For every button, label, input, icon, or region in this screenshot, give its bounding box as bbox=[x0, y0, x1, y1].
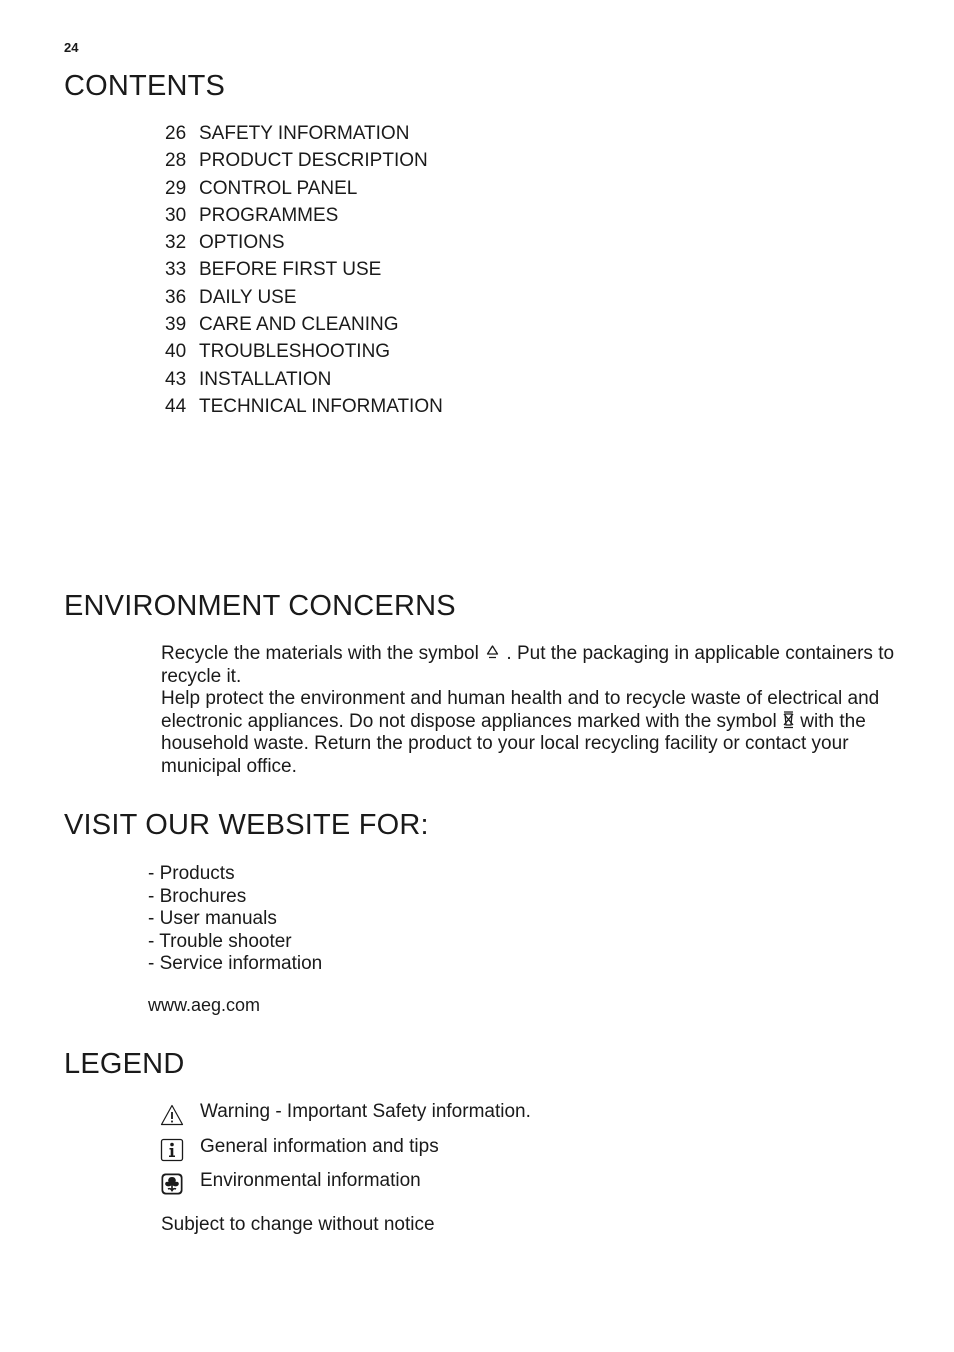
toc-page: 26 bbox=[165, 123, 187, 144]
environment-icon bbox=[160, 1172, 184, 1196]
toc-item[interactable] bbox=[165, 231, 443, 258]
toc-page: 28 bbox=[165, 150, 187, 172]
toc-item[interactable] bbox=[165, 122, 443, 149]
list-item: - User manuals bbox=[148, 908, 277, 930]
info-icon bbox=[160, 1138, 184, 1162]
toc-item[interactable] bbox=[165, 368, 443, 395]
toc-title: INSTALLATION bbox=[199, 368, 332, 390]
toc-page: 33 bbox=[165, 259, 187, 281]
list-item: - Products bbox=[148, 863, 235, 884]
toc-title: DAILY USE bbox=[199, 286, 297, 308]
page-number: 24 bbox=[64, 40, 79, 55]
toc-page: 39 bbox=[165, 314, 187, 336]
toc-title: OPTIONS bbox=[199, 232, 285, 254]
change-notice: Subject to change without notice bbox=[161, 1214, 435, 1235]
toc-item[interactable] bbox=[165, 149, 443, 176]
list-item: - Service information bbox=[148, 953, 323, 975]
toc-page: 44 bbox=[165, 395, 187, 417]
list-item: - Trouble shooter bbox=[148, 930, 292, 952]
toc-item[interactable] bbox=[165, 204, 443, 231]
legend-heading: LEGEND bbox=[64, 1048, 185, 1080]
list-item: - Brochures bbox=[148, 885, 247, 907]
legend-item-info bbox=[160, 1136, 860, 1162]
environment-paragraph-1 bbox=[161, 643, 909, 688]
environment-text: . Put the packaging in applicable containers to recycle it. bbox=[161, 643, 895, 687]
environment-heading: ENVIRONMENT CONCERNS bbox=[64, 590, 456, 622]
website-url[interactable]: www.aeg.com bbox=[148, 995, 261, 1015]
toc-title: CARE AND CLEANING bbox=[199, 314, 399, 336]
toc-page: 43 bbox=[165, 368, 187, 390]
toc-title: BEFORE FIRST USE bbox=[199, 259, 382, 281]
toc-item[interactable] bbox=[165, 286, 443, 313]
recycle-icon bbox=[484, 644, 501, 661]
toc-title: TECHNICAL INFORMATION bbox=[199, 395, 443, 417]
toc-title: SAFETY INFORMATION bbox=[199, 123, 410, 144]
toc-page: 30 bbox=[165, 204, 187, 226]
legend-text: Warning - Important Safety information. bbox=[200, 1101, 531, 1122]
environment-text: Help protect the environment and human health and to recycle waste of electrical and electronic appliances. Do not dispose appliances marked with the symbol bbox=[161, 688, 880, 732]
toc-title: PRODUCT DESCRIPTION bbox=[199, 150, 428, 172]
website-list bbox=[148, 863, 322, 976]
toc-title: CONTROL PANEL bbox=[199, 177, 358, 199]
legend-item-environment bbox=[160, 1170, 860, 1196]
website-heading: VISIT OUR WEBSITE FOR: bbox=[64, 809, 429, 841]
toc-item[interactable] bbox=[165, 177, 443, 204]
environment-text: with the household waste. Return the product to your local recycling facility or contact your municipal office. bbox=[161, 710, 866, 777]
warning-icon bbox=[160, 1103, 184, 1127]
contents-list bbox=[165, 122, 443, 422]
toc-page: 29 bbox=[165, 177, 187, 199]
toc-item[interactable] bbox=[165, 395, 443, 422]
toc-item[interactable] bbox=[165, 340, 443, 367]
legend-item-warning bbox=[160, 1101, 860, 1127]
environment-paragraph-2 bbox=[161, 688, 909, 778]
environment-text: Recycle the materials with the symbol bbox=[161, 643, 479, 664]
legend-text: Environmental information bbox=[200, 1170, 421, 1191]
toc-page: 32 bbox=[165, 232, 187, 254]
toc-title: PROGRAMMES bbox=[199, 204, 339, 226]
toc-item[interactable] bbox=[165, 258, 443, 285]
toc-page: 40 bbox=[165, 341, 187, 363]
toc-item[interactable] bbox=[165, 313, 443, 340]
legend-text: General information and tips bbox=[200, 1136, 439, 1157]
toc-page: 36 bbox=[165, 286, 187, 308]
toc-title: TROUBLESHOOTING bbox=[199, 341, 391, 363]
contents-heading: CONTENTS bbox=[64, 70, 226, 102]
crossed-bin-icon bbox=[782, 711, 795, 729]
